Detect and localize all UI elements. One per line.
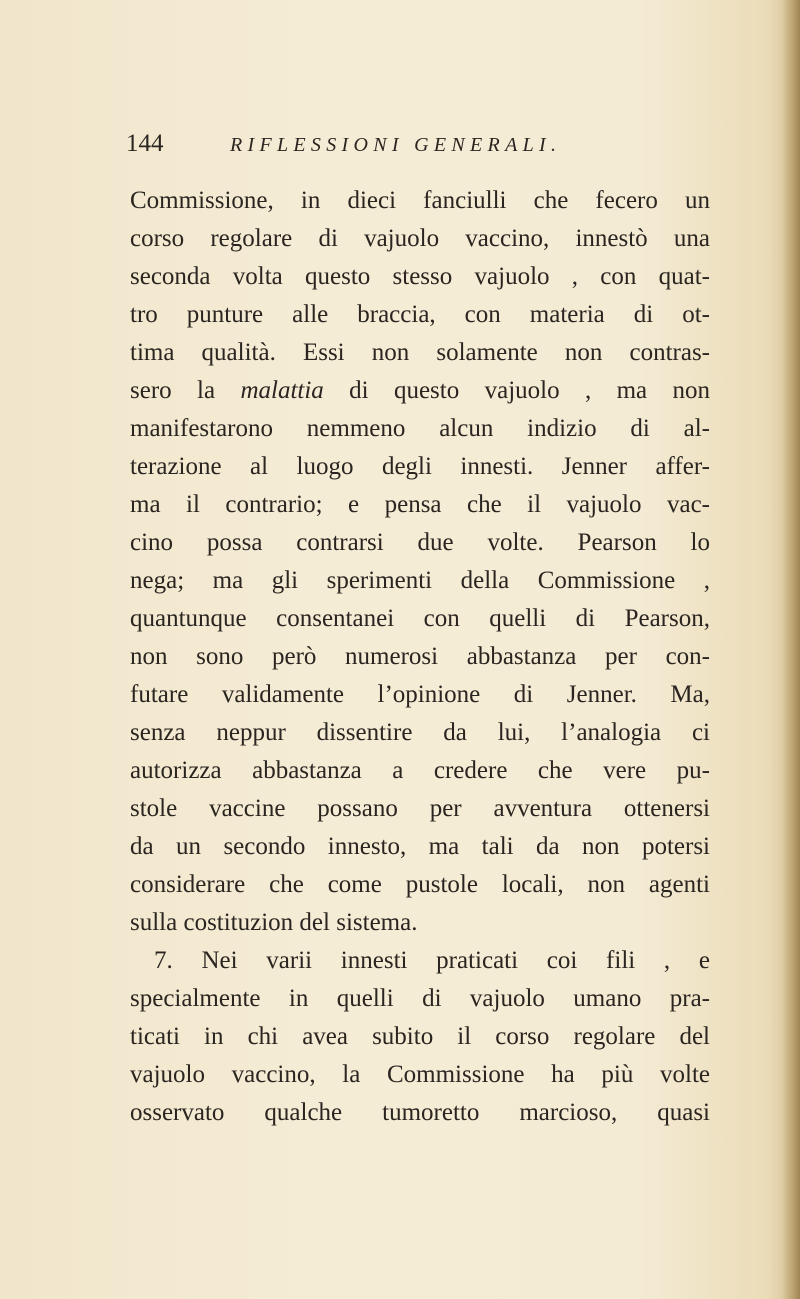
text-line: terazione al luogo degli innesti. Jenner affer- [130,453,710,480]
text-line: cino possa contrarsi due volte. Pearson lo [130,529,710,556]
text-line: non sono però numerosi abbastanza per con- [130,643,710,670]
text-line: autorizza abbastanza a credere che vere pu- [130,757,710,784]
text-line: stole vaccine possano per avventura ottenersi [130,795,710,822]
text-line: considerare che come pustole locali, non agenti [130,871,710,898]
page-number: 144 [126,130,164,157]
text-line: ticati in chi avea subito il corso regolare del [130,1023,710,1050]
page-edge [782,0,800,1299]
text-line: specialmente in quelli di vajuolo umano pra- [130,985,710,1012]
text-line: vajuolo vaccino, la Commissione ha più volte [130,1061,710,1088]
page-header [126,130,726,170]
text-segment: di questo vajuolo , ma non [323,377,710,404]
text-line: manifestarono nemmeno alcun indizio di al- [130,415,710,442]
italic-term: malattia [240,377,324,404]
body-text [130,182,710,1132]
text-line [130,372,710,410]
running-head: RIFLESSIONI GENERALI. [230,134,562,156]
text-line: Commissione, in dieci fanciulli che fecero un [130,187,710,214]
text-line: quantunque consentanei con quelli di Pearson, [130,605,710,632]
text-line: seconda volta questo stesso vajuolo , con quat- [130,263,710,290]
text-line: sulla costituzion del sistema. [130,909,418,936]
text-line: futare validamente l’opinione di Jenner. Ma, [130,681,710,708]
text-line: osservato qualche tumoretto marcioso, quasi [130,1099,710,1126]
text-line: tro punture alle braccia, con materia di ot- [130,301,710,328]
text-line: tima qualità. Essi non solamente non contras- [130,339,710,366]
text-line: corso regolare di vajuolo vaccino, innestò una [130,225,710,252]
text-line: da un secondo innesto, ma tali da non potersi [130,833,710,860]
text-line: nega; ma gli sperimenti della Commissione , [130,567,710,594]
text-segment: sero la [130,377,241,404]
text-line: senza neppur dissentire da lui, l’analogia ci [130,719,710,746]
paragraph-start-line: 7. Nei varii innesti praticati coi fili , e [154,947,710,974]
text-line: ma il contrario; e pensa che il vajuolo vac- [130,491,710,518]
